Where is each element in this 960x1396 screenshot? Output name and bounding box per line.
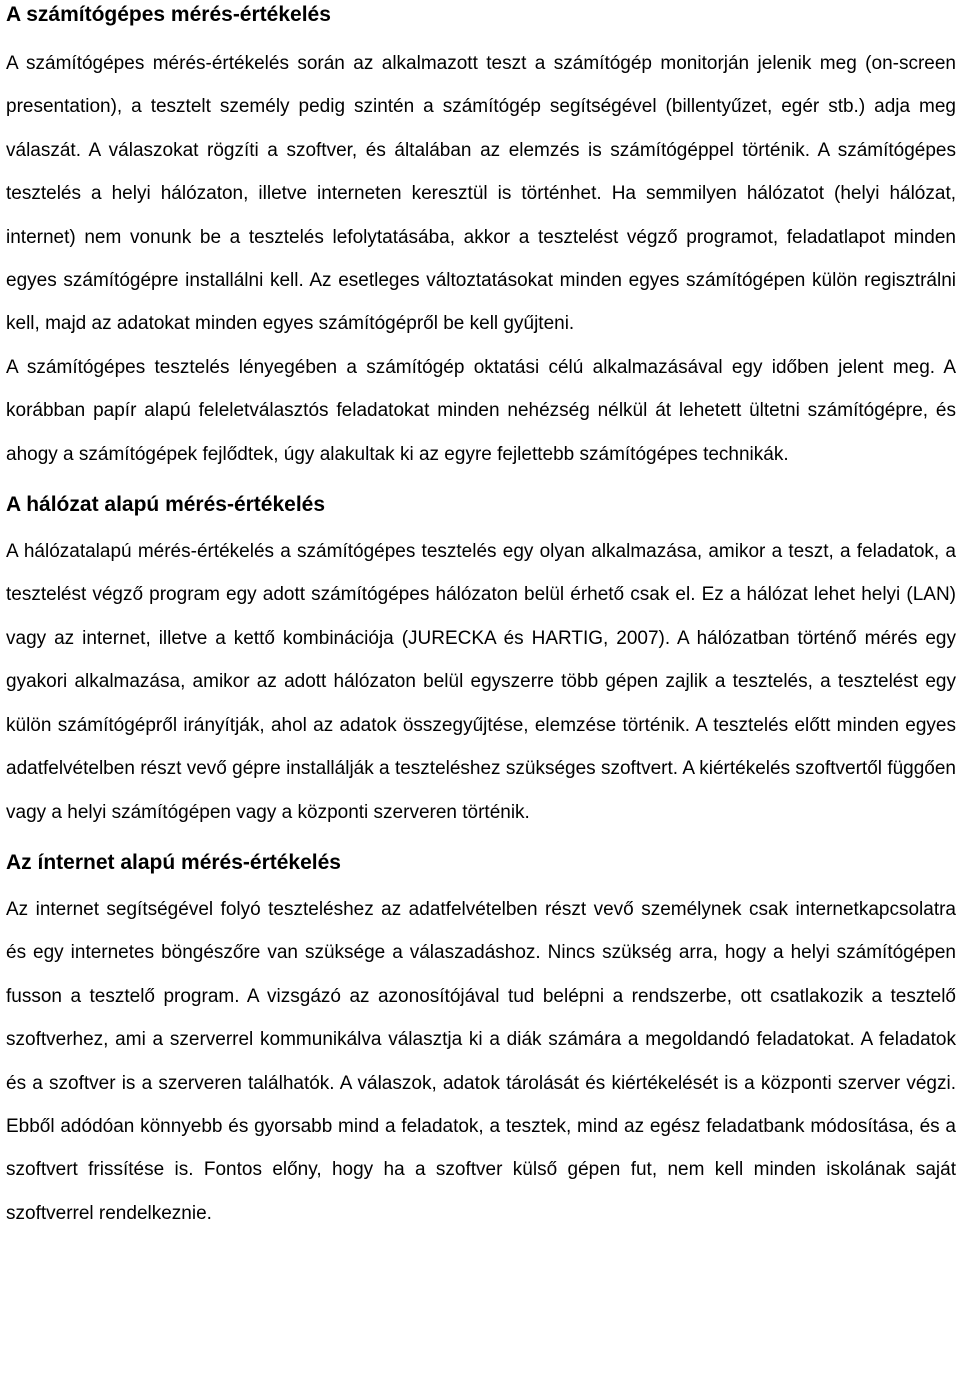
paragraph: A számítógépes tesztelés lényegében a számítógép oktatási célú alkalmazásával egy időben jelent meg. A korábban papír alapú feleletválasztós feladatokat minden nehézség nélkül át lehetett ültetni számítógépre, és ahogy a számítógépek fejlődtek, úgy alakultak ki az egyre fejlettebb számítógépes technikák. bbox=[6, 356, 956, 465]
document-page bbox=[6, 0, 956, 1235]
section-heading: A hálózat alapú mérés-értékelés bbox=[6, 493, 326, 517]
paragraph: A számítógépes mérés-értékelés során az alkalmazott teszt a számítógép monitorján jelenik meg (on-screen presentation), a tesztelt személy pedig szintén a számítógép segítségével (billentyűzet, egér stb.) adja meg válaszát. A válaszokat rögzíti a szoftver, és általában az elemzés is számítógéppel történik. A számítógépes tesztelés a helyi hálózaton, illetve interneten keresztül is történhet. Ha semmilyen hálózatot (helyi hálózat, internet) nem vonunk be a tesztelés lefolytatásába, akkor a tesztelést végző programot, feladatlapot minden egyes számítógépre installálni kell. Az esetleges változtatásokat minden egyes számítógépen külön regisztrálni kell, majd az adatokat minden egyes számítógépről be kell gyűjteni. bbox=[6, 53, 956, 335]
section-computer-based-assessment bbox=[6, 0, 956, 476]
paragraph: A hálózatalapú mérés-értékelés a számítógépes tesztelés egy olyan alkalmazása, amikor a teszt, a feladatok, a tesztelést végző program egy adott számítógépes hálózaton belül érhető csak el. Ez a hálózat lehet helyi (LAN) vagy az internet, illetve a kettő kombinációja (JURECKA és HARTIG, 2007). A hálózatban történő mérés egy gyakori alkalmazása, amikor az adott hálózaton belül egyszerre több gépen zajlik a tesztelés, a tesztelést egy külön számítógépről irányítják, ahol az adatok összegyűjtése, elemzése történik. A tesztelés előtt minden egyes adatfelvételben részt vevő gépre installálják a teszteléshez szükséges szoftvert. A kiértékelés szoftvertől függően vagy a helyi számítógépen vagy a központi szerveren történik. bbox=[6, 541, 956, 823]
section-heading: Az ínternet alapú mérés-értékelés bbox=[6, 850, 341, 874]
section-network-based-assessment bbox=[6, 490, 956, 834]
section-heading: A számítógépes mérés-értékelés bbox=[6, 3, 331, 26]
paragraph: Az internet segítségével folyó teszteléshez az adatfelvételben részt vevő személynek csak internetkapcsolatra és egy internetes böngészőre van szüksége a válaszadáshoz. Nincs szükség arra, hogy a helyi számítógépen fusson a tesztelő program. A vizsgázó az azonosítójával tud belépni a rendszerbe, ott csatlakozik a tesztelő szoftverhez, ami a szerverrel kommunikálva választja ki a diák számára a megoldandó feladatokat. A feladatok és a szoftver is a szerveren találhatók. A válaszok, adatok tárolását és kiértékelését is a központi szerver végzi. Ebből adódóan könnyebb és gyorsabb mind a feladatok, a tesztek, mind az egész feladatbank módosítása, és a szoftvert frissítése is. Fontos előny, hogy ha a szoftver külső gépen fut, nem kell minden iskolának saját szoftverrel rendelkeznie. bbox=[6, 898, 956, 1224]
section-internet-based-assessment bbox=[6, 848, 956, 1235]
